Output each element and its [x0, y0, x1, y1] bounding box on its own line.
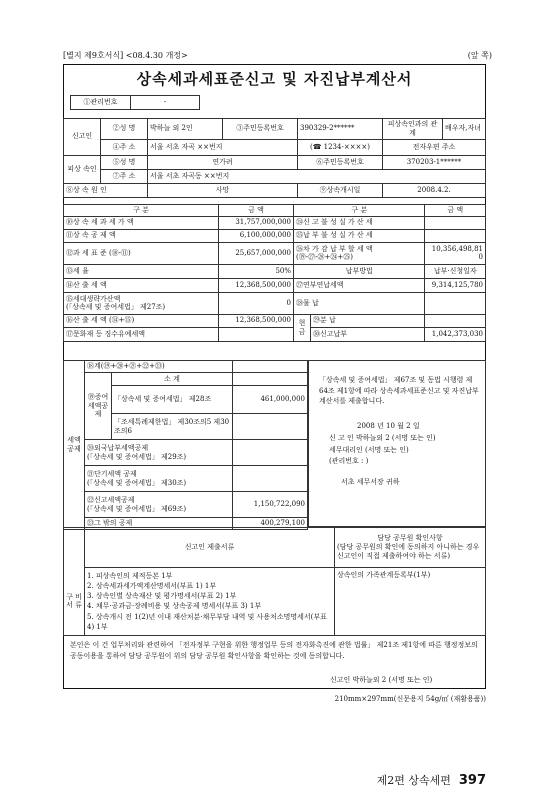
row-10-label: ⑩상 속 세 과 세 가 액 — [64, 216, 219, 229]
filer-addr: 서울 서초 자곡 ××번지 — [148, 139, 298, 155]
row-26-label-b: (⑲-㉗-㉘+㉔+㉕) — [296, 253, 353, 262]
row-22-label — [85, 492, 233, 518]
row-14-label: ⑭산 출 세 액 — [64, 278, 219, 292]
filer-rel: 배우자,자녀 — [443, 119, 486, 140]
docs-table — [63, 527, 486, 636]
start-date: 2008.4.2. — [383, 183, 486, 197]
row-15-label-a: ⑮세대생략가산액 — [66, 294, 121, 303]
filer-rel-label: 피상속인과의 관계 — [383, 119, 443, 140]
cause-label: ⑧상 속 원 인 — [64, 183, 148, 197]
decedent-group: 피상 속인 — [64, 155, 101, 183]
row-20-value — [233, 440, 308, 466]
row-21-label — [85, 466, 233, 492]
row-22-value: 1,150,722,090 — [233, 492, 308, 518]
mgmt-table — [70, 95, 200, 110]
cause-value: 사망 — [148, 183, 298, 197]
row-24-label: ㉔신 고 불 성 실 가 산 세 — [294, 216, 425, 229]
row-18-value — [233, 361, 308, 373]
decedent-addr: 서울 서초 자곡동 ××번지 — [148, 169, 486, 183]
row-22-label-b: (「상속세 및 증여세법」 제69조) — [87, 504, 187, 513]
row-13-label: ⑬세 율 — [64, 264, 219, 278]
form-id: [별지 제9호서식] <08.4.30 개정> — [63, 51, 188, 60]
row-12-label: ⑫과 세 표 준 (⑩-⑪) — [64, 242, 219, 264]
row-30-label: ㉚신고납부 — [311, 327, 425, 341]
filer-addr-label: ④주 소 — [101, 139, 148, 155]
calc-table — [63, 204, 486, 342]
col-amount-head: 금 액 — [219, 205, 294, 217]
decedent-rrn: 370203-1****** — [383, 155, 486, 169]
deduct-table — [63, 360, 308, 530]
filer-name: 박하늘 외 2인 — [148, 119, 223, 140]
docs-group: 구 비 서 류 — [64, 568, 85, 636]
doc-item-4: 4. 채무·공과금·장례비용 및 상속공제 명세서(부표 3) 1부 — [87, 602, 262, 611]
row-20-label-b: (「상속세 및 증여세법」 제29조) — [87, 452, 187, 461]
row-19-label: ⑲증여세액공제 — [85, 373, 112, 440]
row-23-value: 400,279,100 — [233, 518, 308, 530]
docs-group-top — [64, 528, 85, 568]
declaration-agent: 세무대리인 (서명 또는 인) — [329, 445, 409, 454]
decedent-name-label: ⑤성 명 — [101, 155, 148, 169]
law-special-label: 「조세특례제한법」 제30조의5 제30조의6 — [112, 414, 233, 440]
consent-text: 본인은 이 건 업무처리와 관련하여 「전자정부 구현을 위한 행정업무 등의 전자화촉진에 관한 법률」 제21조 제1항에 따른 행정정보의 공동이용을 통하여 담당 공무원이 위의 담당 공무원 확인사항을 확인하는 것에 동의합니다. — [70, 641, 478, 660]
row-29-label: ㉙분 납 — [311, 314, 425, 327]
declaration-text: 「상속세 및 증여세법」 제67조 및 동법 시행령 제64조 제1항에 따라 상속세과세표준신고 및 자진납부계산서를 제출합니다. — [319, 376, 479, 405]
doc-item-2: 2. 상속세과세가액계산명세서(부표 1) 1부 — [87, 582, 217, 591]
filer-docs-head: 신고인 제출서류 — [85, 528, 335, 568]
row-17-value — [219, 327, 294, 341]
row-30-value: 1,042,373,030 — [425, 327, 486, 341]
officer-note: (담당 공무원의 확인에 동의하지 아니하는 경우 신고인이 직접 제출하여야 하는 서류) — [337, 543, 480, 560]
mgmt-label: ①관리번호 — [71, 96, 131, 110]
page-number: 397 — [458, 773, 486, 788]
side-label: (앞 쪽) — [467, 51, 492, 60]
row-12-value: 25,657,000,000 — [219, 242, 294, 264]
filer-rrn: 390329-2****** — [298, 119, 383, 140]
row-26-value: 10,356,498,810 — [425, 242, 486, 264]
start-date-label: ⑨상속개시일 — [298, 183, 383, 197]
row-15-label — [64, 292, 219, 314]
doc-item-3: 3. 상속인별 상속재산 및 평가명세서(부표 2) 1부 — [87, 592, 237, 601]
row-11-value: 6,100,000,000 — [219, 229, 294, 242]
row-14-value: 12,368,500,000 — [219, 278, 294, 292]
declaration-to: 서초 세무서장 귀하 — [341, 477, 400, 486]
row-25-value — [425, 229, 486, 242]
col-amount2-head: 금 액 — [425, 205, 486, 217]
row-26-label-a: ㉖차 가 감 납 부 할 세 액 — [296, 244, 373, 253]
declaration-filer: 신 고 인 박하늘외 2 (서명 또는 인) — [329, 434, 436, 442]
consent-sign: 신고인 박하늘외 2 (서명 또는 인) — [330, 676, 433, 684]
decedent-name: 연가려 — [148, 155, 298, 169]
row-26-label — [294, 242, 425, 264]
row-17-label: ⑰문화재 등 징수유예세액 — [64, 327, 219, 341]
declaration-mgmt: (관리번호 : ) — [329, 457, 369, 465]
pay-method-head: 납부방법 — [294, 264, 425, 278]
paper-size: 210mm×297mm(신문용지 54g/㎡ (재활용품)) — [334, 695, 486, 703]
docs-list — [85, 568, 335, 636]
page-title: 상속세과세표준신고 및 자진납부계산서 — [136, 70, 413, 88]
row-28-label: ㉘물 납 — [294, 292, 425, 314]
mgmt-value: - — [131, 96, 200, 110]
officer-head-cell — [335, 528, 486, 568]
row-27-value: 9,314,125,780 — [425, 278, 486, 292]
row-16-label: ⑯산 출 세 액 (⑭+⑮) — [64, 314, 219, 327]
cash-label: 현금 — [294, 314, 311, 341]
officer-head: 담당 공무원 확인사항 — [377, 534, 443, 543]
row-15-value: 0 — [219, 292, 294, 314]
row-15-label-b: (「상속세 및 증여세법」 제27조) — [66, 303, 166, 312]
declaration-date: 2008 년 10 월 2 일 — [357, 421, 420, 430]
decedent-addr-label: ⑦주 소 — [101, 169, 148, 183]
chapter-label: 제2편 상속세편 — [376, 774, 451, 787]
officer-items: 상속인의 가족관계등록부(1부) — [335, 568, 486, 636]
row-29-value — [425, 314, 486, 327]
declaration-box — [308, 360, 486, 527]
row-19-value: 461,000,000 — [233, 386, 308, 414]
row-10-value: 31,757,000,000 — [219, 216, 294, 229]
decedent-rrn-label: ⑥주민등록번호 — [298, 155, 383, 169]
law-special-value — [233, 414, 308, 440]
filer-tel: (☎ 1234-××××) — [298, 139, 383, 155]
row-24-value — [425, 216, 486, 229]
page-footer — [377, 772, 486, 788]
deduct-group: 세액공제 — [64, 361, 85, 530]
row-11-label: ⑪상 속 공 제 액 — [64, 229, 219, 242]
col-left-head: 구 분 — [64, 205, 219, 217]
row-16-value: 12,368,500,000 — [219, 314, 294, 327]
row-22-label-a: ㉒신고세액공제 — [87, 495, 135, 504]
row-21-label-a: ㉑단기세액 공제 — [87, 469, 137, 478]
subtotal-value — [233, 373, 308, 386]
row-20-label-a: ⑳외국납부세액공제 — [87, 443, 149, 452]
filer-name-label: ②성 명 — [101, 119, 148, 140]
filer-rrn-label: ③주민등록번호 — [223, 119, 298, 140]
law-28-label: 「상속세 및 증여세법」 제28조 — [112, 386, 233, 414]
pay-date-head: 납부·신청일자 — [425, 264, 486, 278]
row-21-value — [233, 466, 308, 492]
col-right-head: 구 분 — [294, 205, 425, 217]
row-18-label: ⑱계(⑲+⑳+㉑+㉒+㉓) — [85, 361, 233, 373]
parties-table — [63, 118, 486, 198]
row-23-label: ㉓그 밖의 공제 — [85, 518, 233, 530]
row-20-label — [85, 440, 233, 466]
filer-email-label: 전자우편 주소 — [383, 139, 486, 155]
row-27-label: ㉗연부연납세액 — [294, 278, 425, 292]
doc-item-1: 1. 피상속인의 제적등본 1부 — [87, 572, 173, 580]
subtotal-label: 소 계 — [112, 373, 233, 386]
row-13-value: 50% — [219, 264, 294, 278]
doc-item-5: 5. 상속개시 전 1(2)년 이내 재산처분·채무부담 내역 및 사용처소명명세서(부표 4) 1부 — [87, 612, 327, 631]
row-28-value — [425, 292, 486, 314]
row-25-label: ㉕납 부 불 성 실 가 산 세 — [294, 229, 425, 242]
filer-group: 신고인 — [64, 119, 101, 156]
row-21-label-b: (「상속세 및 증여세법」 제30조) — [87, 478, 187, 487]
